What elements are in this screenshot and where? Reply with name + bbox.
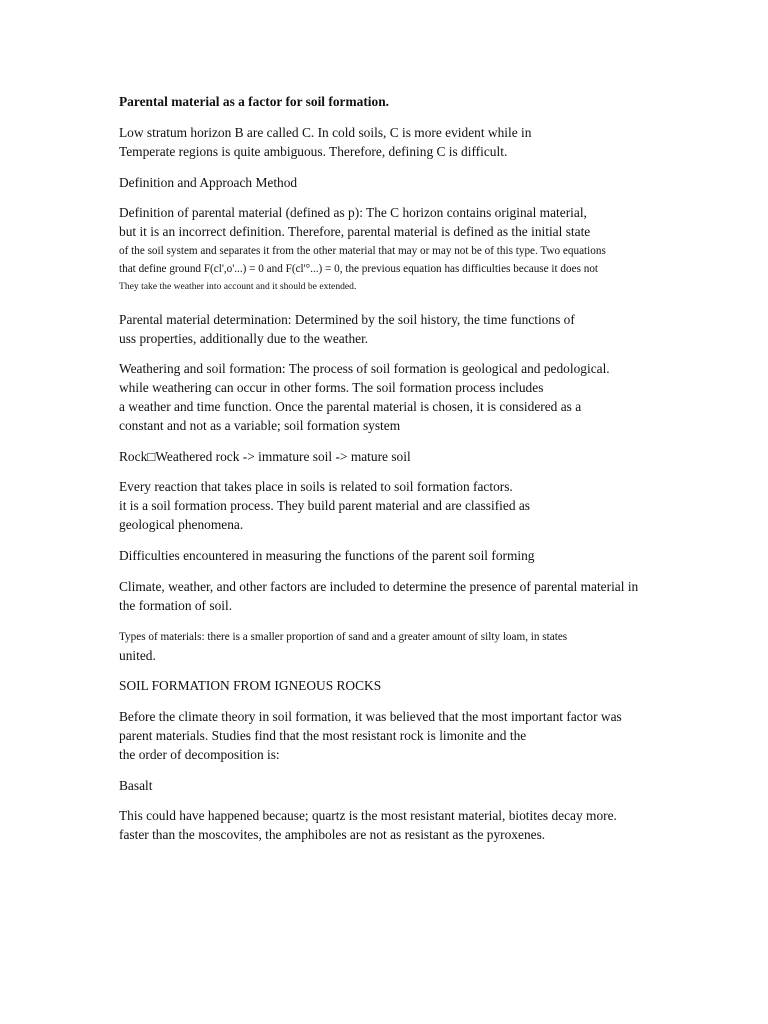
paragraph-line: that define ground F(cl',o'...) = 0 and F(cl'°...) = 0, the previous equation has difficulties because it does not	[119, 263, 599, 275]
paragraph-line: Every reaction that takes place in soils is related to soil formation factors.	[119, 479, 513, 494]
paragraph-line: Definition of parental material (defined as p): The C horizon contains original material,	[119, 205, 587, 220]
paragraph-line: uss properties, additionally due to the weather.	[119, 331, 369, 346]
rock-name: Basalt	[119, 778, 153, 793]
paragraph-line: Temperate regions is quite ambiguous. Therefore, defining C is difficult.	[119, 144, 508, 159]
paragraph-line: it is a soil formation process. They build parent material and are classified as	[119, 498, 531, 513]
paragraph-line: united.	[119, 648, 156, 663]
document-title: Parental material as a factor for soil formation.	[119, 94, 389, 109]
paragraph-line: parent materials. Studies find that the most resistant rock is limonite and the	[119, 728, 527, 743]
paragraph-line: the formation of soil.	[119, 598, 233, 613]
paragraph-line: a weather and time function. Once the parental material is chosen, it is considered as a	[119, 399, 582, 414]
paragraph-line: Low stratum horizon B are called C. In cold soils, C is more evident while in	[119, 125, 532, 140]
paragraph-line: They take the weather into account and it should be extended.	[119, 281, 357, 292]
paragraph-line: constant and not as a variable; soil formation system	[119, 418, 401, 433]
paragraph-line: the order of decomposition is:	[119, 747, 280, 762]
paragraph-line: Parental material determination: Determined by the soil history, the time functions of	[119, 312, 575, 327]
section-heading: Difficulties encountered in measuring the functions of the parent soil forming	[119, 548, 535, 563]
section-heading: Definition and Approach Method	[119, 175, 298, 190]
paragraph-line: while weathering can occur in other forms. The soil formation process includes	[119, 380, 544, 395]
paragraph-line: of the soil system and separates it from the other material that may or may not be of this type. Two equations	[119, 245, 606, 257]
paragraph-line: geological phenomena.	[119, 517, 244, 532]
formation-sequence: Rock□Weathered rock -> immature soil -> mature soil	[119, 449, 411, 464]
section-heading: SOIL FORMATION FROM IGNEOUS ROCKS	[119, 678, 382, 693]
paragraph-line: but it is an incorrect definition. Therefore, parental material is defined as the initial state	[119, 224, 591, 239]
paragraph-line: faster than the moscovites, the amphiboles are not as resistant as the pyroxenes.	[119, 827, 546, 842]
paragraph-line: Types of materials: there is a smaller proportion of sand and a greater amount of silty loam, in states	[119, 631, 568, 643]
paragraph-line: This could have happened because; quartz is the most resistant material, biotites decay more.	[119, 808, 617, 823]
paragraph-line: Weathering and soil formation: The process of soil formation is geological and pedological.	[119, 361, 610, 376]
paragraph-line: Before the climate theory in soil formation, it was believed that the most important factor was	[119, 709, 622, 724]
paragraph-line: Climate, weather, and other factors are included to determine the presence of parental material in	[119, 579, 639, 594]
